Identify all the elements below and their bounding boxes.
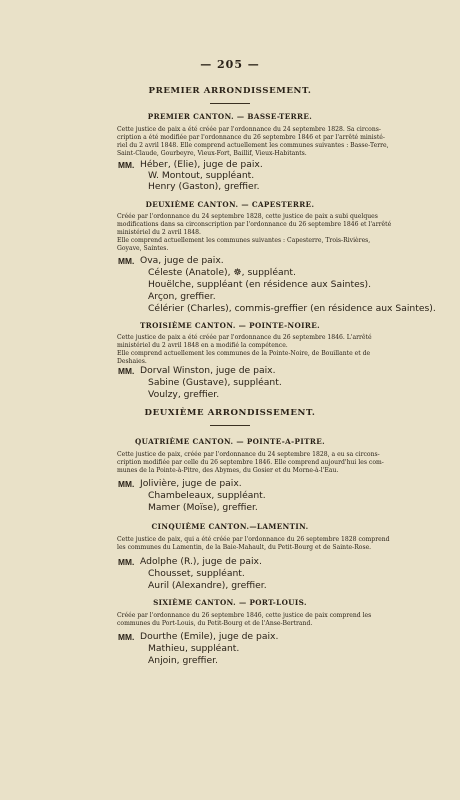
canton-5-name: Adolphe (R.), juge de paix. xyxy=(140,556,262,567)
canton-1-name: Henry (Gaston), greffier. xyxy=(148,181,260,192)
canton-5-text: Cette justice de paix, qui a été créée par l'ordonnance du 26 septembre 1828 comprend les communes du Lamentin, de la Baie-Mahault, du Petit-Bourg et de Sainte-Rose. xyxy=(117,536,390,551)
canton-6-name: Dourthe (Emile), juge de paix. xyxy=(140,631,279,642)
canton-4-title: QUATRIÈME CANTON. — POINTE-A-PITRE. xyxy=(134,437,326,446)
canton-5-name: Auril (Alexandre), greffier. xyxy=(148,580,267,591)
divider xyxy=(210,103,250,104)
canton-3-title: TROISIÈME CANTON. — POINTE-NOIRE. xyxy=(139,321,321,330)
page-number: — 205 — xyxy=(200,58,260,71)
canton-2-name: Houëlche, suppléant (en résidence aux Saintes). xyxy=(148,279,372,290)
canton-1-name: W. Montout, suppléant. xyxy=(148,170,255,181)
canton-3-name: Dorval Winston, juge de paix. xyxy=(140,365,276,376)
mm-label: MM. xyxy=(118,479,135,489)
canton-1-name: Héber, (Elie), juge de paix. xyxy=(140,159,263,170)
canton-2-name: Céleste (Anatole), ☸, suppléant. xyxy=(148,267,296,278)
canton-3-name: Voulzy, greffier. xyxy=(148,389,220,400)
canton-4-name: Mamer (Moïse), greffier. xyxy=(148,502,258,513)
canton-4-name: Chambeleaux, suppléant. xyxy=(148,490,266,501)
canton-6-title: SIXIÈME CANTON. — PORT-LOUIS. xyxy=(153,598,307,607)
canton-4-name: Jolivière, juge de paix. xyxy=(140,478,242,489)
canton-2-name: Ova, juge de paix. xyxy=(140,255,224,266)
mm-label: MM. xyxy=(118,557,135,567)
canton-1-text: Cette justice de paix a été créée par l'ordonnance du 24 septembre 1828. Sa circons- cription a été modifiée par l'ordonnance du 26 septembre 1846 et par l'arrêté ministé- riel du 2 avril 1848. Elle comprend actuellement les communes suivantes : Basse-Terre, Saint-Claude, Gourbeyre, Vieux-Fort, Baillif, Vieux-Habitants. xyxy=(117,126,389,157)
canton-3-name: Sabine (Gustave), suppléant. xyxy=(148,377,282,388)
divider xyxy=(210,425,250,426)
canton-2-name: Arçon, greffier. xyxy=(148,291,216,302)
canton-2-name: Célérier (Charles), commis-greffier (en résidence aux Saintes). xyxy=(148,303,436,314)
canton-2-title: DEUXIÈME CANTON. — CAPESTERRE. xyxy=(145,200,315,209)
canton-6-name: Anjoin, greffier. xyxy=(148,655,218,666)
mm-label: MM. xyxy=(118,160,135,170)
canton-2-text: Créée par l'ordonnance du 24 septembre 1828, cette justice de paix a subi quelques modifications dans sa circonscription par l'ordonnance du 26 septembre 1846 et l'arrêté ministériel du 2 avril 1848. Elle comprend actuellement les communes suivantes : Capesterre, Trois-Rivières, Goyave, Saintes. xyxy=(117,213,392,252)
arrondissement-1-title: PREMIER ARRONDISSEMENT. xyxy=(148,86,312,96)
canton-5-name: Chousset, suppléant. xyxy=(148,568,245,579)
mm-label: MM. xyxy=(118,256,135,266)
canton-4-text: Cette justice de paix, créée par l'ordonnance du 24 septembre 1828, a eu sa circons- cription modifiée par celle du 26 septembre 1846. Elle comprend aujourd'hui les com- munes de la Pointe-à-Pitre, des Abymes, du Gosier et du Morne-à-l'Eau. xyxy=(117,451,384,474)
mm-label: MM. xyxy=(118,632,135,642)
arrondissement-2-title: DEUXIÈME ARRONDISSEMENT. xyxy=(144,408,316,418)
canton-5-title: CINQUIÈME CANTON.—LAMENTIN. xyxy=(151,522,309,531)
canton-6-name: Mathieu, suppléant. xyxy=(148,643,240,654)
canton-6-text: Créée par l'ordonnance du 26 septembre 1846, cette justice de paix comprend les communes du Port-Louis, du Petit-Bourg et de l'Anse-Bertrand. xyxy=(117,612,372,627)
mm-label: MM. xyxy=(118,366,135,376)
canton-3-text: Cette justice de paix a été créée par l'ordonnance du 26 septembre 1846. L'arrêté ministériel du 2 avril 1848 en a modifié la compétence. Elle comprend actuellement les communes de la Pointe-Noire, de Bouillante et de Deshaies. xyxy=(117,334,372,365)
canton-1-title: PREMIER CANTON. — BASSE-TERRE. xyxy=(147,112,313,121)
